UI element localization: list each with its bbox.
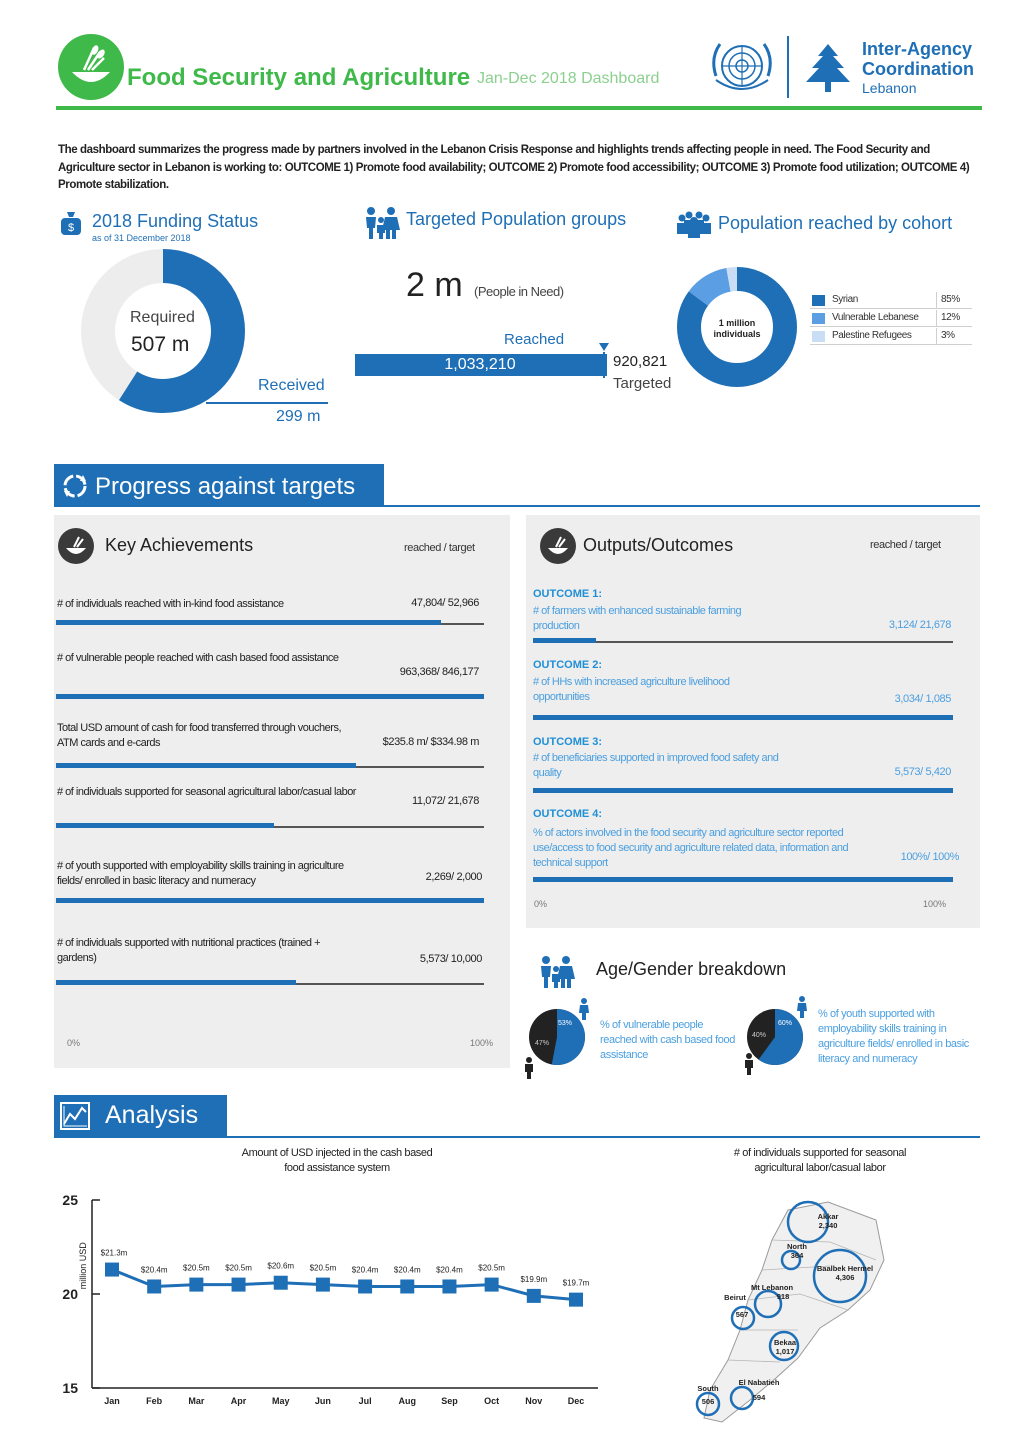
legend-name: Palestine Refugees <box>832 330 912 341</box>
money-bag-icon <box>60 210 82 236</box>
data-label: $20.5m <box>225 1263 252 1273</box>
data-label: $20.5m <box>478 1263 505 1273</box>
female-percent: 60% <box>778 1020 793 1027</box>
achievement-label: # of individuals supported with nutritional practices (trained + gardens) <box>57 937 321 964</box>
data-point <box>147 1279 161 1293</box>
cash-line-chart <box>50 1186 610 1410</box>
sector-logo <box>58 34 124 100</box>
achievement-progress-bar <box>56 898 484 903</box>
legend-divider <box>936 310 937 327</box>
age-gender-desc: % of youth supported with employability skills training in agriculture fields/ enrolled in basic literacy and numeracy <box>818 1008 969 1065</box>
targeted-label: Targeted <box>613 375 672 392</box>
funding-received-value: 299 m <box>276 408 321 425</box>
cycle-arrows-icon <box>61 472 89 500</box>
x-tick-label: May <box>271 1396 290 1406</box>
outcome-value: 100%/ 100% <box>900 851 959 863</box>
x-tick-label: Jul <box>358 1396 372 1406</box>
achievement-label: # of individuals supported for seasonal agricultural labor/casual labor <box>57 786 356 798</box>
funding-required-label: Required <box>130 309 195 326</box>
outcome-heading: OUTCOME 4: <box>533 808 603 820</box>
dashboard-title: Food Security and Agriculture <box>127 64 471 91</box>
achievement-label: # of vulnerable people reached with cash based food assistance <box>57 652 339 664</box>
male-percent: 47% <box>535 1040 550 1047</box>
map-region-label: Baalbek Hermel 4,306 <box>816 1264 874 1282</box>
legend-percent: 85% <box>941 294 960 305</box>
outcome-progress-bar <box>533 638 596 643</box>
achievement-progress-bar <box>56 763 356 768</box>
male-person-icon <box>523 1057 535 1079</box>
y-tick-label: 15 <box>62 1380 78 1396</box>
cohort-title: Population reached by cohort <box>718 213 953 233</box>
legend-name: Syrian <box>832 294 858 305</box>
reached-target-caption: reached / target <box>870 539 941 551</box>
outcome-value: 5,573/ 5,420 <box>894 766 951 778</box>
data-point <box>569 1293 583 1307</box>
achievement-label: # of youth supported with employability skills training in agriculture fields/ enrolled in basic literacy and numeracy <box>57 860 344 887</box>
data-point <box>274 1276 288 1290</box>
legend-name: Vulnerable Lebanese <box>832 312 919 323</box>
y-tick-label: 25 <box>62 1192 78 1208</box>
reached-label: Reached <box>504 331 565 348</box>
org-name-line3: Lebanon <box>862 80 917 96</box>
map-region-label: Mt Lebanon 918 <box>750 1283 794 1301</box>
data-label: $21.3m <box>100 1248 128 1258</box>
people-in-need-label: (People in Need) <box>474 284 564 299</box>
data-point <box>189 1278 203 1292</box>
line-chart-title-line1: Amount of USD injected in the cash based <box>241 1147 433 1159</box>
data-label: $20.5m <box>183 1263 210 1273</box>
axis-min-label: 0% <box>67 1038 81 1048</box>
outcome-label: # of beneficiaries supported in improved food safety and quality <box>533 752 779 779</box>
achievement-value: 963,368/ 846,177 <box>399 666 479 678</box>
funding-percent: 59% <box>211 328 240 344</box>
dashboard-subtitle: Jan-Dec 2018 Dashboard <box>477 70 660 87</box>
x-tick-label: Jan <box>104 1396 120 1406</box>
x-tick-label: Nov <box>525 1396 543 1406</box>
data-point <box>316 1278 330 1292</box>
data-point <box>485 1278 499 1292</box>
data-point <box>232 1278 246 1292</box>
data-point <box>105 1263 119 1277</box>
map-region-label: Bekaa 1,017 <box>773 1338 797 1356</box>
cohort-center-line2: individuals <box>713 329 761 339</box>
target-tick <box>603 352 605 378</box>
x-tick-label: Jun <box>314 1396 331 1406</box>
outcome-value: 3,034/ 1,085 <box>894 693 951 705</box>
hand-bowl-icon <box>58 528 94 564</box>
org-name-line1: Inter-Agency <box>862 39 973 59</box>
outcome-progress-bar <box>533 715 953 720</box>
people-in-need-value: 2 m <box>406 266 463 304</box>
outcome-heading: OUTCOME 3: <box>533 736 603 748</box>
reached-target-caption: reached / target <box>404 542 475 554</box>
map-region-label: Beirut 567 <box>724 1293 749 1319</box>
y-tick-label: 20 <box>62 1286 78 1302</box>
family-icon <box>363 206 401 240</box>
achievement-value: $235.8 m/ $334.98 m <box>382 736 479 748</box>
axis-max-label: 100% <box>470 1038 494 1048</box>
axis-max-label: 100% <box>923 899 947 909</box>
reached-value: 1,033,210 <box>444 356 516 373</box>
wheat-bowl-icon <box>58 34 124 100</box>
targeted-value: 920,821 <box>613 353 668 370</box>
legend-divider <box>936 292 937 309</box>
analysis-title: Analysis <box>105 1101 199 1129</box>
data-point <box>527 1289 541 1303</box>
x-tick-label: Sep <box>441 1396 458 1406</box>
data-label: $20.4m <box>436 1265 463 1275</box>
target-marker-icon <box>599 343 609 351</box>
data-label: $20.6m <box>267 1261 295 1271</box>
x-tick-label: Feb <box>146 1396 163 1406</box>
legend-swatch <box>812 331 825 342</box>
data-label: $20.4m <box>351 1265 379 1275</box>
data-label: $20.5m <box>309 1263 337 1273</box>
achievement-value: 2,269/ 2,000 <box>425 871 482 883</box>
funding-title: 2018 Funding Status <box>92 211 259 231</box>
line-chart-title-line2: food assistance system <box>284 1162 390 1174</box>
achievement-progress-bar <box>56 823 274 828</box>
y-axis-label: million USD <box>78 1242 88 1290</box>
data-label: $20.4m <box>393 1265 421 1275</box>
funding-required-value: 507 m <box>131 333 190 356</box>
achievement-value: 11,072/ 21,678 <box>412 795 479 807</box>
legend-percent: 3% <box>941 330 955 341</box>
age-gender-desc: % of vulnerable people reached with cash based food assistance <box>600 1019 735 1061</box>
map-title-line2: agricultural labor/casual labor <box>754 1162 886 1174</box>
achievement-progress-bar <box>56 980 296 985</box>
outcome-label: # of farmers with enhanced sustainable farming production <box>533 605 742 632</box>
cohort-center-line1: 1 million <box>718 318 756 328</box>
data-label: $19.7m <box>562 1278 590 1288</box>
outcome-label: % of actors involved in the food security and agriculture sector reported use/access to food security and agriculture related data, information and technical support <box>533 827 849 869</box>
achievement-progress-bar <box>56 620 441 625</box>
achievement-progress-bar <box>56 694 484 699</box>
cedar-icon <box>800 40 856 96</box>
data-point <box>358 1279 372 1293</box>
outcome-value: 3,124/ 21,678 <box>888 619 951 631</box>
outcome-track <box>533 641 953 643</box>
female-person-icon <box>578 998 590 1020</box>
x-tick-label: Oct <box>484 1396 500 1406</box>
funding-as-of: as of 31 December 2018 <box>92 233 191 243</box>
org-name-line2: Coordination <box>862 59 974 79</box>
achievement-label: # of individuals reached with in-kind food assistance <box>57 598 284 610</box>
outcome-progress-bar <box>533 788 953 793</box>
progress-rule <box>54 505 980 507</box>
x-tick-label: Mar <box>188 1396 205 1406</box>
analysis-rule <box>54 1136 980 1138</box>
hand-bowl-icon <box>540 528 576 564</box>
x-tick-label: Dec <box>567 1396 585 1406</box>
svg-text:$: $ <box>67 222 75 234</box>
outcome-heading: OUTCOME 1: <box>533 588 603 600</box>
legend-swatch <box>812 295 825 306</box>
x-tick-label: Aug <box>398 1396 417 1406</box>
legend-percent: 12% <box>941 312 960 323</box>
outcome-heading: OUTCOME 2: <box>533 659 603 671</box>
legend-swatch <box>812 313 825 324</box>
crowd-icon <box>676 210 712 238</box>
funding-received-line <box>206 402 328 404</box>
data-point <box>442 1279 456 1293</box>
achievement-label: Total USD amount of cash for food transferred through vouchers, ATM cards and e-cards <box>57 722 341 749</box>
data-label: $20.4m <box>140 1265 168 1275</box>
map-region-label: North 364 <box>787 1242 807 1260</box>
family-icon <box>538 955 576 989</box>
targeted-title: Targeted Population groups <box>406 209 627 229</box>
data-point <box>400 1279 414 1293</box>
male-percent: 40% <box>752 1032 767 1039</box>
cohort-legend-row <box>810 292 972 309</box>
cohort-legend-row <box>810 328 972 345</box>
un-emblem-icon <box>706 36 778 98</box>
outputs-title: Outputs/Outcomes <box>583 535 734 555</box>
funding-received-label: Received <box>258 377 325 394</box>
header-rule <box>56 106 982 110</box>
key-achievements-title: Key Achievements <box>105 535 254 555</box>
cohort-legend-row <box>810 310 972 327</box>
x-tick-label: Apr <box>230 1396 247 1406</box>
header-divider <box>787 36 789 98</box>
achievement-value: 5,573/ 10,000 <box>419 953 482 965</box>
outcome-label: # of HHs with increased agriculture livelihood opportunities <box>533 676 730 703</box>
achievement-value: 47,804/ 52,966 <box>411 597 479 609</box>
data-label: $19.9m <box>520 1274 548 1284</box>
series-line <box>112 1270 576 1300</box>
outcome-progress-bar <box>533 877 953 882</box>
axis-min-label: 0% <box>534 899 548 909</box>
female-percent: 53% <box>558 1020 573 1027</box>
map-region-label: South 506 <box>697 1384 719 1406</box>
progress-title: Progress against targets <box>95 473 356 500</box>
map-region-label: Akkar 2,340 <box>817 1212 839 1230</box>
intro-text: The dashboard summarizes the progress made by partners involved in the Lebanon Crisis Response and highlights trends affecting people in need. The Food Security and Agriculture sector in Lebanon is working to: OUTCOME 1) Promote food availability; OUTCOME 2) Promote food accessibility; OUTCOME 3) Promote food utilization; OUTCOME 4) Promote stabilization. <box>58 144 970 191</box>
line-chart-icon <box>60 1102 90 1130</box>
map-region-label: El Nabatieh 594 <box>738 1378 780 1402</box>
map-title-line1: # of individuals supported for seasonal <box>733 1147 907 1159</box>
male-person-icon <box>743 1053 755 1075</box>
legend-divider <box>936 328 937 345</box>
age-gender-title: Age/Gender breakdown <box>596 959 787 979</box>
female-person-icon <box>796 996 808 1018</box>
